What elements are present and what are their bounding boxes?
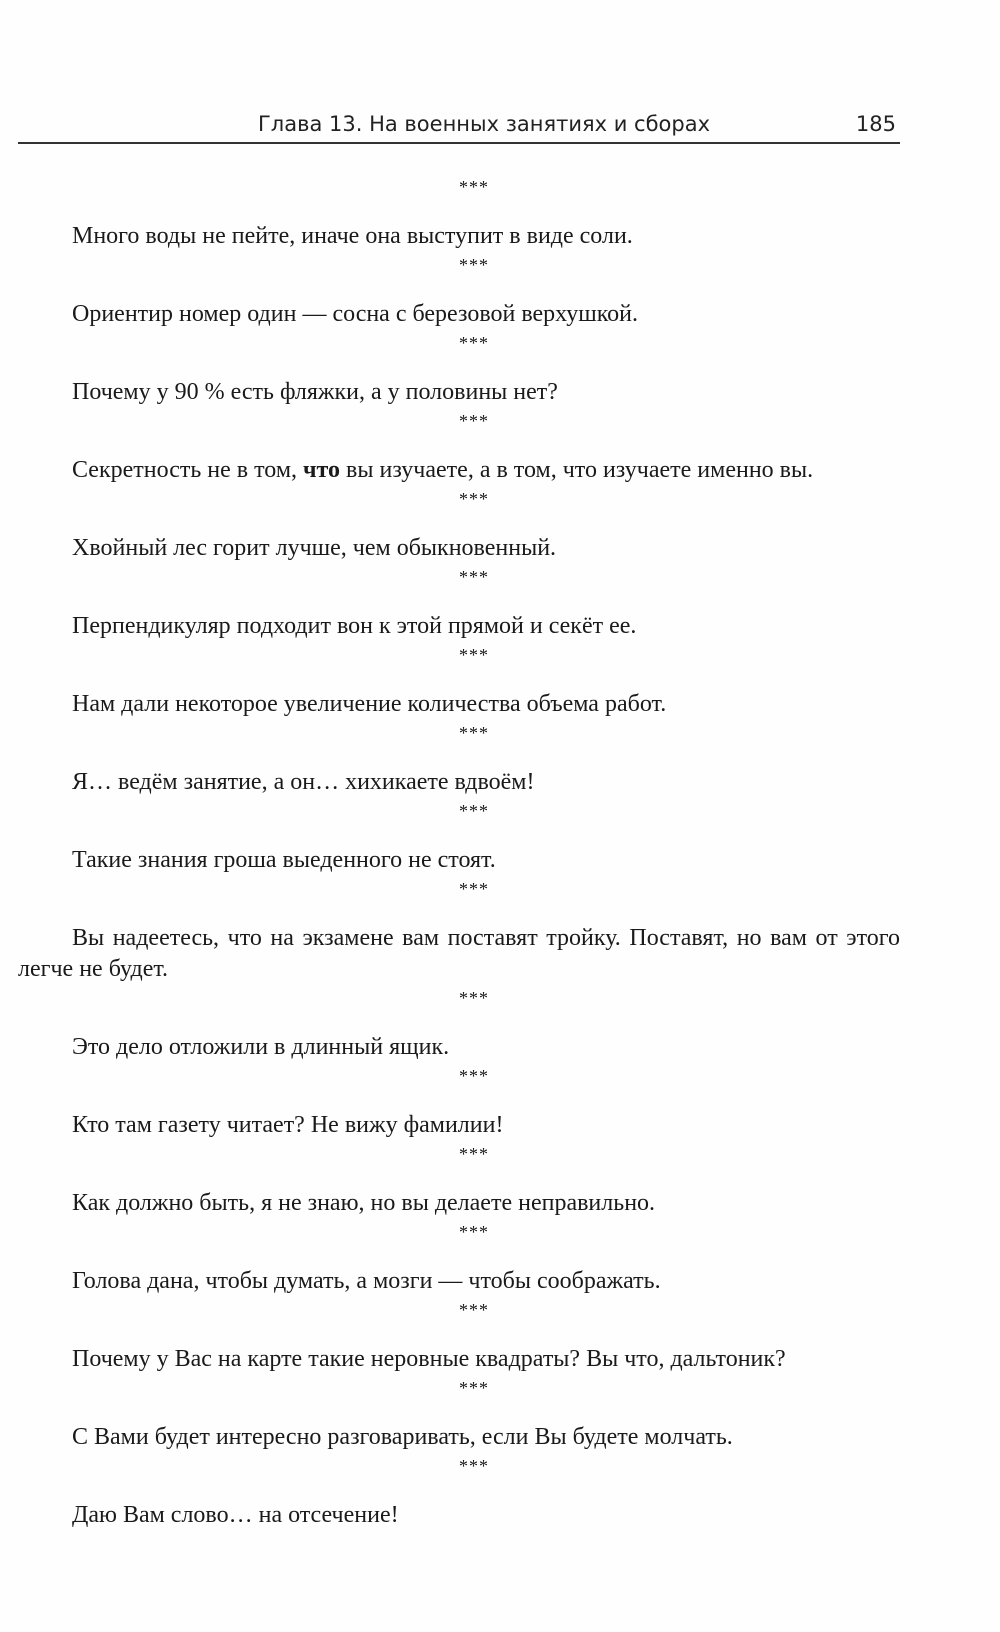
separator-asterisks: *** bbox=[459, 645, 489, 665]
quote-item bbox=[18, 174, 900, 252]
quote-text: Даю Вам слово… на отсечение! bbox=[72, 1502, 399, 1528]
quote-item bbox=[18, 985, 900, 1063]
quote-item bbox=[18, 798, 900, 876]
separator-asterisks: *** bbox=[459, 988, 489, 1008]
quote-text: Много воды не пейте, иначе она выступит в виде соли. bbox=[72, 223, 633, 249]
quote-item bbox=[18, 1141, 900, 1219]
separator-asterisks: *** bbox=[459, 567, 489, 587]
quote-text: Такие знания гроша выеденного не стоят. bbox=[72, 847, 496, 873]
running-header bbox=[18, 112, 900, 144]
separator-asterisks: *** bbox=[459, 879, 489, 899]
chapter-title: Глава 13. На военных занятиях и сборах bbox=[258, 112, 711, 136]
separator-asterisks: *** bbox=[459, 1378, 489, 1398]
quote-text: Как должно быть, я не знаю, но вы делаете неправильно. bbox=[72, 1190, 656, 1216]
quote-item bbox=[18, 486, 900, 564]
quote-item bbox=[18, 330, 900, 408]
separator-asterisks: *** bbox=[459, 333, 489, 353]
quote-text: Вы надеетесь, что на экзамене вам поставят тройку. Поставят, но вам от этого легче не будет. bbox=[18, 925, 900, 982]
quote-text: Перпендикуляр подходит вон к этой прямой и секёт ее. bbox=[72, 613, 637, 639]
quote-item bbox=[18, 564, 900, 642]
separator-asterisks: *** bbox=[459, 489, 489, 509]
separator-asterisks: *** bbox=[459, 1066, 489, 1086]
separator-asterisks: *** bbox=[459, 411, 489, 431]
separator-asterisks: *** bbox=[459, 177, 489, 197]
quote-text: Голова дана, чтобы думать, а мозги — чтобы соображать. bbox=[72, 1268, 661, 1294]
quote-item bbox=[18, 642, 900, 720]
quote-text: Хвойный лес горит лучше, чем обыкновенный. bbox=[72, 535, 557, 561]
quote-text: Почему у 90 % есть фляжки, а у половины нет? bbox=[72, 379, 558, 405]
quote-item bbox=[18, 876, 900, 985]
quote-text: Я… ведём занятие, а он… хихикаете вдвоём! bbox=[72, 769, 535, 795]
quote-text: Ориентир номер один — сосна с березовой верхушкой. bbox=[72, 301, 639, 327]
separator-asterisks: *** bbox=[459, 723, 489, 743]
quote-item bbox=[18, 1219, 900, 1297]
separator-asterisks: *** bbox=[459, 1456, 489, 1476]
quote-text-part: Секретность не в том, bbox=[72, 457, 304, 483]
page-number: 185 bbox=[855, 112, 896, 136]
quote-text bbox=[18, 455, 900, 486]
separator-asterisks: *** bbox=[459, 1300, 489, 1320]
quote-text: Это дело отложили в длинный ящик. bbox=[72, 1034, 450, 1060]
quote-item bbox=[18, 408, 900, 486]
quotes-list bbox=[18, 174, 900, 1531]
quote-item bbox=[18, 252, 900, 330]
separator-asterisks: *** bbox=[459, 801, 489, 821]
quote-item bbox=[18, 720, 900, 798]
separator-asterisks: *** bbox=[459, 1222, 489, 1242]
quote-text-part: вы изучаете, а в том, что изучаете именно вы. bbox=[340, 457, 814, 483]
separator-asterisks: *** bbox=[459, 255, 489, 275]
quote-text: Почему у Вас на карте такие неровные квадраты? Вы что, дальтоник? bbox=[72, 1346, 786, 1372]
quote-item bbox=[18, 1453, 900, 1531]
quote-item bbox=[18, 1297, 900, 1375]
emphasized-word: что bbox=[303, 457, 341, 483]
quote-item bbox=[18, 1063, 900, 1141]
quote-text: С Вами будет интересно разговаривать, если Вы будете молчать. bbox=[72, 1424, 733, 1450]
separator-asterisks: *** bbox=[459, 1144, 489, 1164]
quote-text: Нам дали некоторое увеличение количества объема работ. bbox=[72, 691, 667, 717]
quote-text: Кто там газету читает? Не вижу фамилии! bbox=[72, 1112, 504, 1138]
quote-item bbox=[18, 1375, 900, 1453]
